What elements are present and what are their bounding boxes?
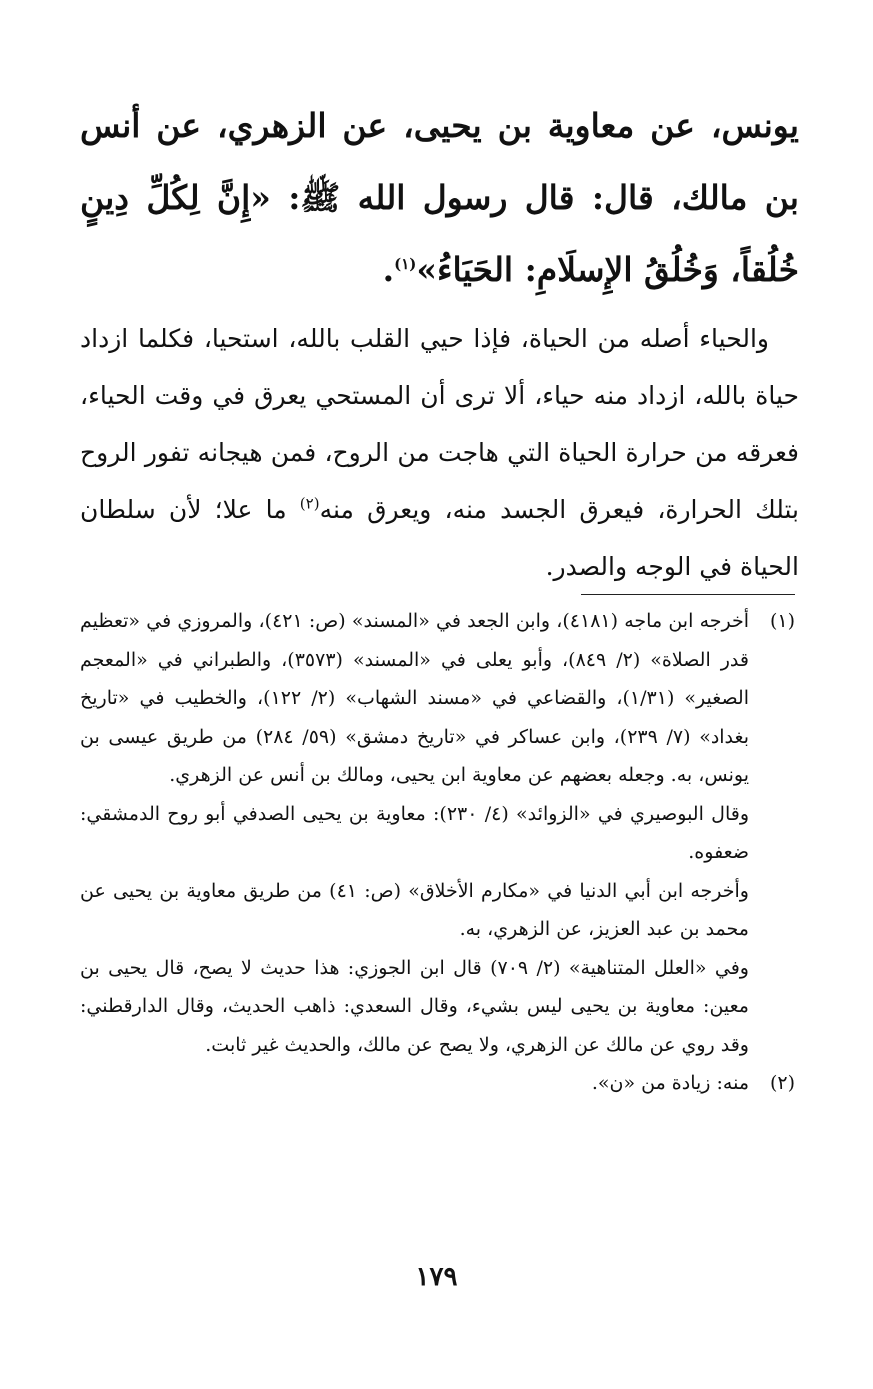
hadith-paragraph: [80, 90, 799, 306]
footnote-ref-1[interactable]: (١): [394, 255, 417, 273]
commentary-text-end: ما علا؛ لأن سلطان الحياة في الوجه والصدر.: [80, 495, 799, 581]
footnote-paragraph: وفي «العلل المتناهية» (٢/ ٧٠٩) قال ابن الجوزي: هذا حديث لا يصح، قال يحيى بن معين: معاوية بن يحيى ليس بشيء، وقال السعدي: ذاهب الحديث، وقال الدارقطني: وقد روي عن مالك عن الزهري، ولا يصح عن مالك، والحديث غير ثابت.: [80, 956, 749, 1056]
footnote-body: [80, 1064, 749, 1103]
footnote-divider: [581, 594, 795, 595]
footnote-body: [80, 602, 749, 1064]
footnote-paragraph: أخرجه ابن ماجه (٤١٨١)، وابن الجعد في «المسند» (ص: ٤٢١)، والمروزي في «تعظيم قدر الصلاة» (٢/ ٨٤٩)، وأبو يعلى في «المسند» (٣٥٧٣)، والطبراني في «المعجم الصغير» (١/٣١)، والقضاعي في «مسند الشهاب» (٢/ ١٢٢)، والخطيب في «تاريخ بغداد» (٧/ ٢٣٩)، وابن عساكر في «تاريخ دمشق» (٥٩/ ٢٨٤) من طريق عيسى بن يونس، به. وجعله بعضهم عن معاوية ابن يحيى، ومالك بن أنس عن الزهري.: [80, 610, 750, 786]
footnote-paragraph: منه: زيادة من «ن».: [591, 1072, 749, 1094]
main-text: [80, 90, 799, 595]
footnote-paragraph: وقال البوصيري في «الزوائد» (٤/ ٢٣٠): معاوية بن يحيى الصدفي أبو روح الدمشقي: ضعفوه.: [80, 802, 750, 863]
footnote-number: (١): [769, 610, 795, 632]
footnote-ref-2[interactable]: (٢): [299, 494, 320, 513]
footnotes: [80, 602, 795, 1103]
footnote-1: [80, 602, 795, 1064]
commentary-text: والحياء أصله من الحياة، فإذا حيي القلب بالله، استحيا، فكلما ازداد حياة بالله، ازداد منه حياء، ألا ترى أن المستحي يعرق في وقت الحياء، فعرقه من حرارة الحياة التي هاجت من الروح، فمن هيجانه تفور الروح بتلك الحرارة، فيعرق الجسد منه، ويعرق منه: [80, 324, 800, 524]
hadith-text-end: .: [382, 250, 395, 289]
footnote-number: (٢): [769, 1072, 795, 1094]
footnote-2: [80, 1064, 795, 1103]
hadith-text: يونس، عن معاوية بن يحيى، عن الزهري، عن أنس بن مالك، قال: قال رسول الله ﷺ: «إِنَّ لِكُلِّ دِينٍ خُلُقاً، وَخُلُقُ الإِسلَامِ: الحَيَاءُ»: [80, 106, 799, 289]
commentary-paragraph: [80, 310, 799, 595]
page-number: ١٧٩: [415, 1262, 458, 1292]
footnote-paragraph: وأخرجه ابن أبي الدنيا في «مكارم الأخلاق» (ص: ٤١) من طريق معاوية بن يحيى عن محمد بن عبد العزيز، عن الزهري، به.: [80, 879, 749, 940]
